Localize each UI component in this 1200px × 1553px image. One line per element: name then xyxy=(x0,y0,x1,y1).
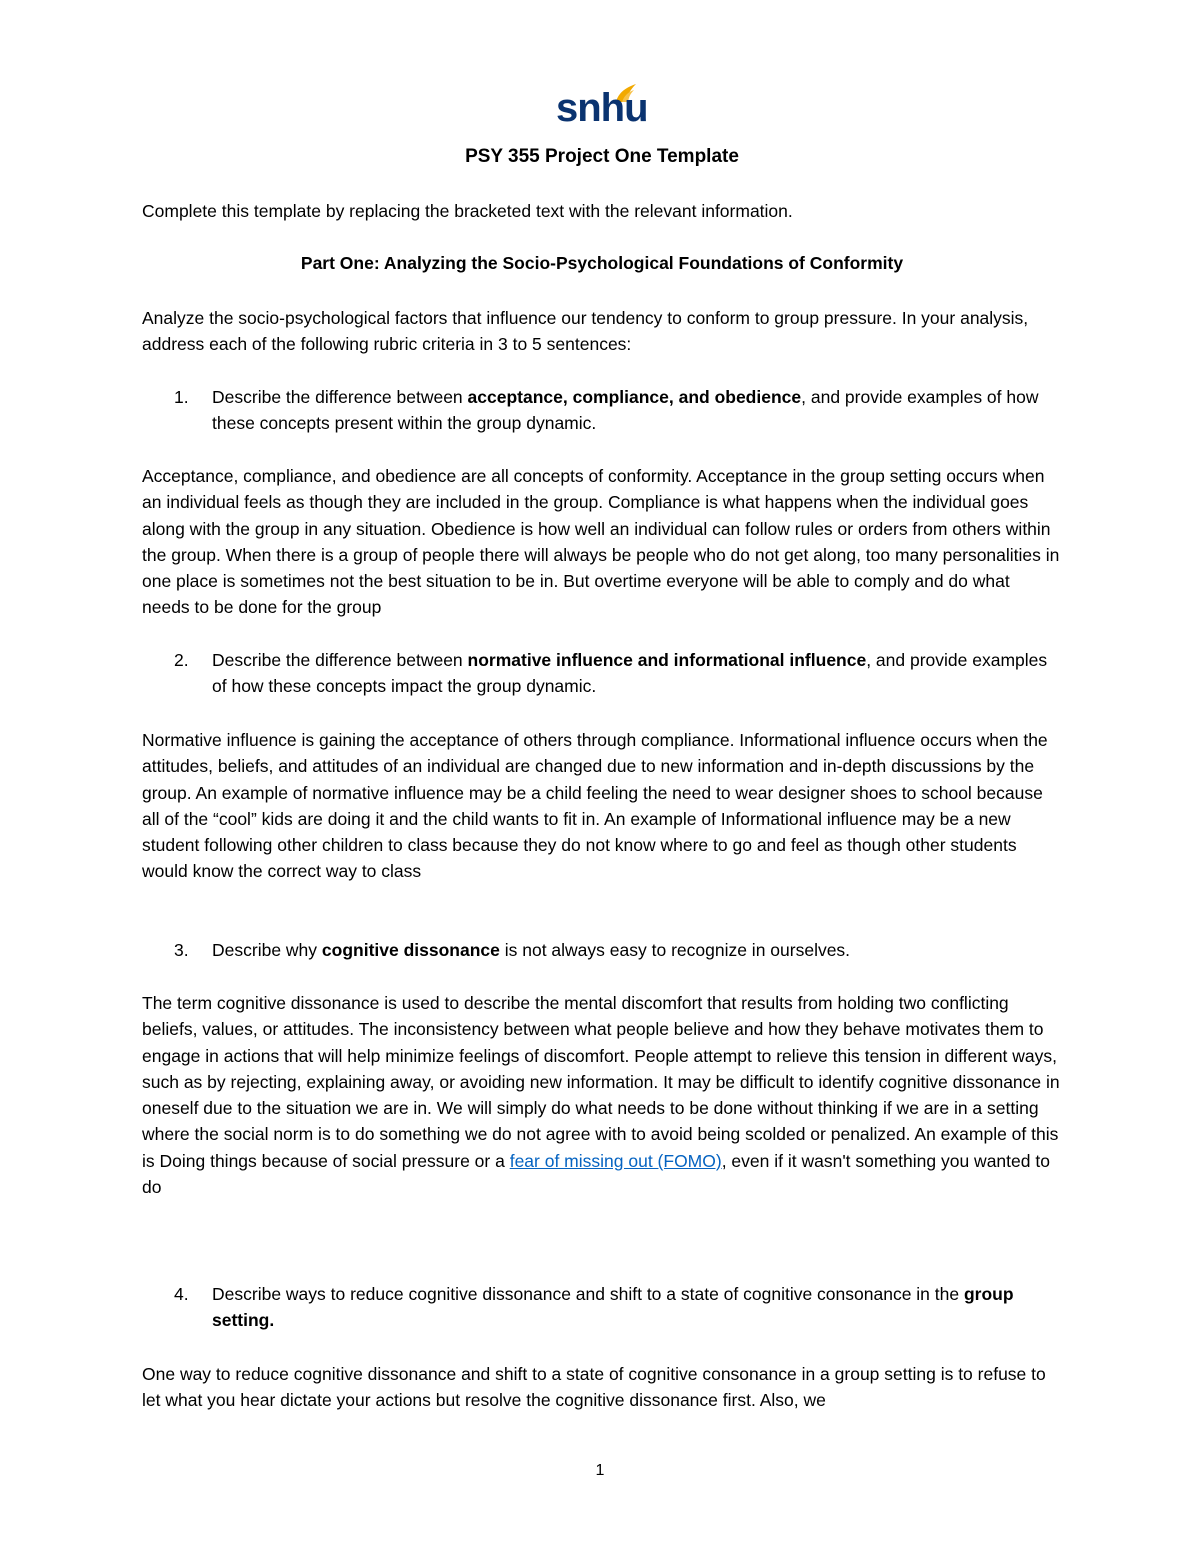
list-prompt: Describe the difference between normative influence and informational influence, and provide examples of how these concepts impact the group dynamic. xyxy=(212,650,1048,697)
part-one-heading: Part One: Analyzing the Socio-Psychological Foundations of Conformity xyxy=(300,253,904,273)
list-number: 2. xyxy=(174,650,189,670)
page-number: 1 xyxy=(595,1462,605,1479)
answer-paragraph-2: Normative influence is gaining the acceptance of others through compliance. Informational influence occurs when the attitudes, beliefs, and attitudes of an individual are changed due to new information and in-depth discussions by the group. An example of normative influence may be a child feeling the need to wear designer shoes to school because all of the “cool” kids are doing it and the child wants to fit in. An example of Informational influence may be a new student following other children to class because they do not know where to go and feel as though other students would know the correct way to class xyxy=(142,730,1048,882)
snhu-logo xyxy=(556,82,648,132)
intro-paragraph: Analyze the socio-psychological factors that influence our tendency to conform to group pressure. In your analysis, address each of the following rubric criteria in 3 to 5 sentences: xyxy=(142,308,1029,355)
list-number: 4. xyxy=(174,1284,189,1304)
document-title: PSY 355 Project One Template xyxy=(465,146,739,167)
list-prompt: Describe why cognitive dissonance is not always easy to recognize in ourselves. xyxy=(212,940,851,960)
list-number: 1. xyxy=(174,387,189,407)
answer-paragraph-1: Acceptance, compliance, and obedience are all concepts of conformity. Acceptance in the group setting occurs when an individual feels as though they are included in the group. Compliance is what happens when the individual goes along with the group in any situation. Obedience is how well an individual can follow rules or orders from others within the group. When there is a group of people there will always be people who do not get along, too many personalities in one place is sometimes not the best situation to be in. But overtime everyone will be able to comply and do what needs to be done for the group xyxy=(142,466,1060,618)
instructions-text: Complete this template by replacing the bracketed text with the relevant information. xyxy=(142,201,793,221)
fomo-link[interactable]: fear of missing out (FOMO) xyxy=(509,1150,722,1171)
list-prompt: Describe the difference between acceptance, compliance, and obedience, and provide examples of how these concepts present within the group dynamic. xyxy=(212,387,1039,434)
logo-wordmark: snhu xyxy=(556,86,648,130)
answer-paragraph-3: The term cognitive dissonance is used to describe the mental discomfort that results from holding two conflicting beliefs, values, or attitudes. The inconsistency between what people believe and how they behave motivates them to engage in actions that will help minimize feelings of discomfort. People attempt to relieve this tension in different ways, such as by rejecting, explaining away, or avoiding new information. It may be difficult to identify cognitive dissonance in oneself due to the situation we are in. We will simply do what needs to be done without thinking if we are in a setting where the social norm is to do something we do not agree with to avoid being scolded or penalized. An example of this is Doing things because of social pressure or a fear of missing out (FOMO), even if it wasn't something you wanted to do xyxy=(142,993,1060,1198)
answer-paragraph-4: One way to reduce cognitive dissonance and shift to a state of cognitive consonance in a group setting is to refuse to let what you hear dictate your actions but resolve the cognitive dissonance first. Also, we xyxy=(142,1364,1046,1411)
list-number: 3. xyxy=(174,940,189,960)
list-prompt: Describe ways to reduce cognitive dissonance and shift to a state of cognitive consonance in the group setting. xyxy=(212,1284,1014,1331)
